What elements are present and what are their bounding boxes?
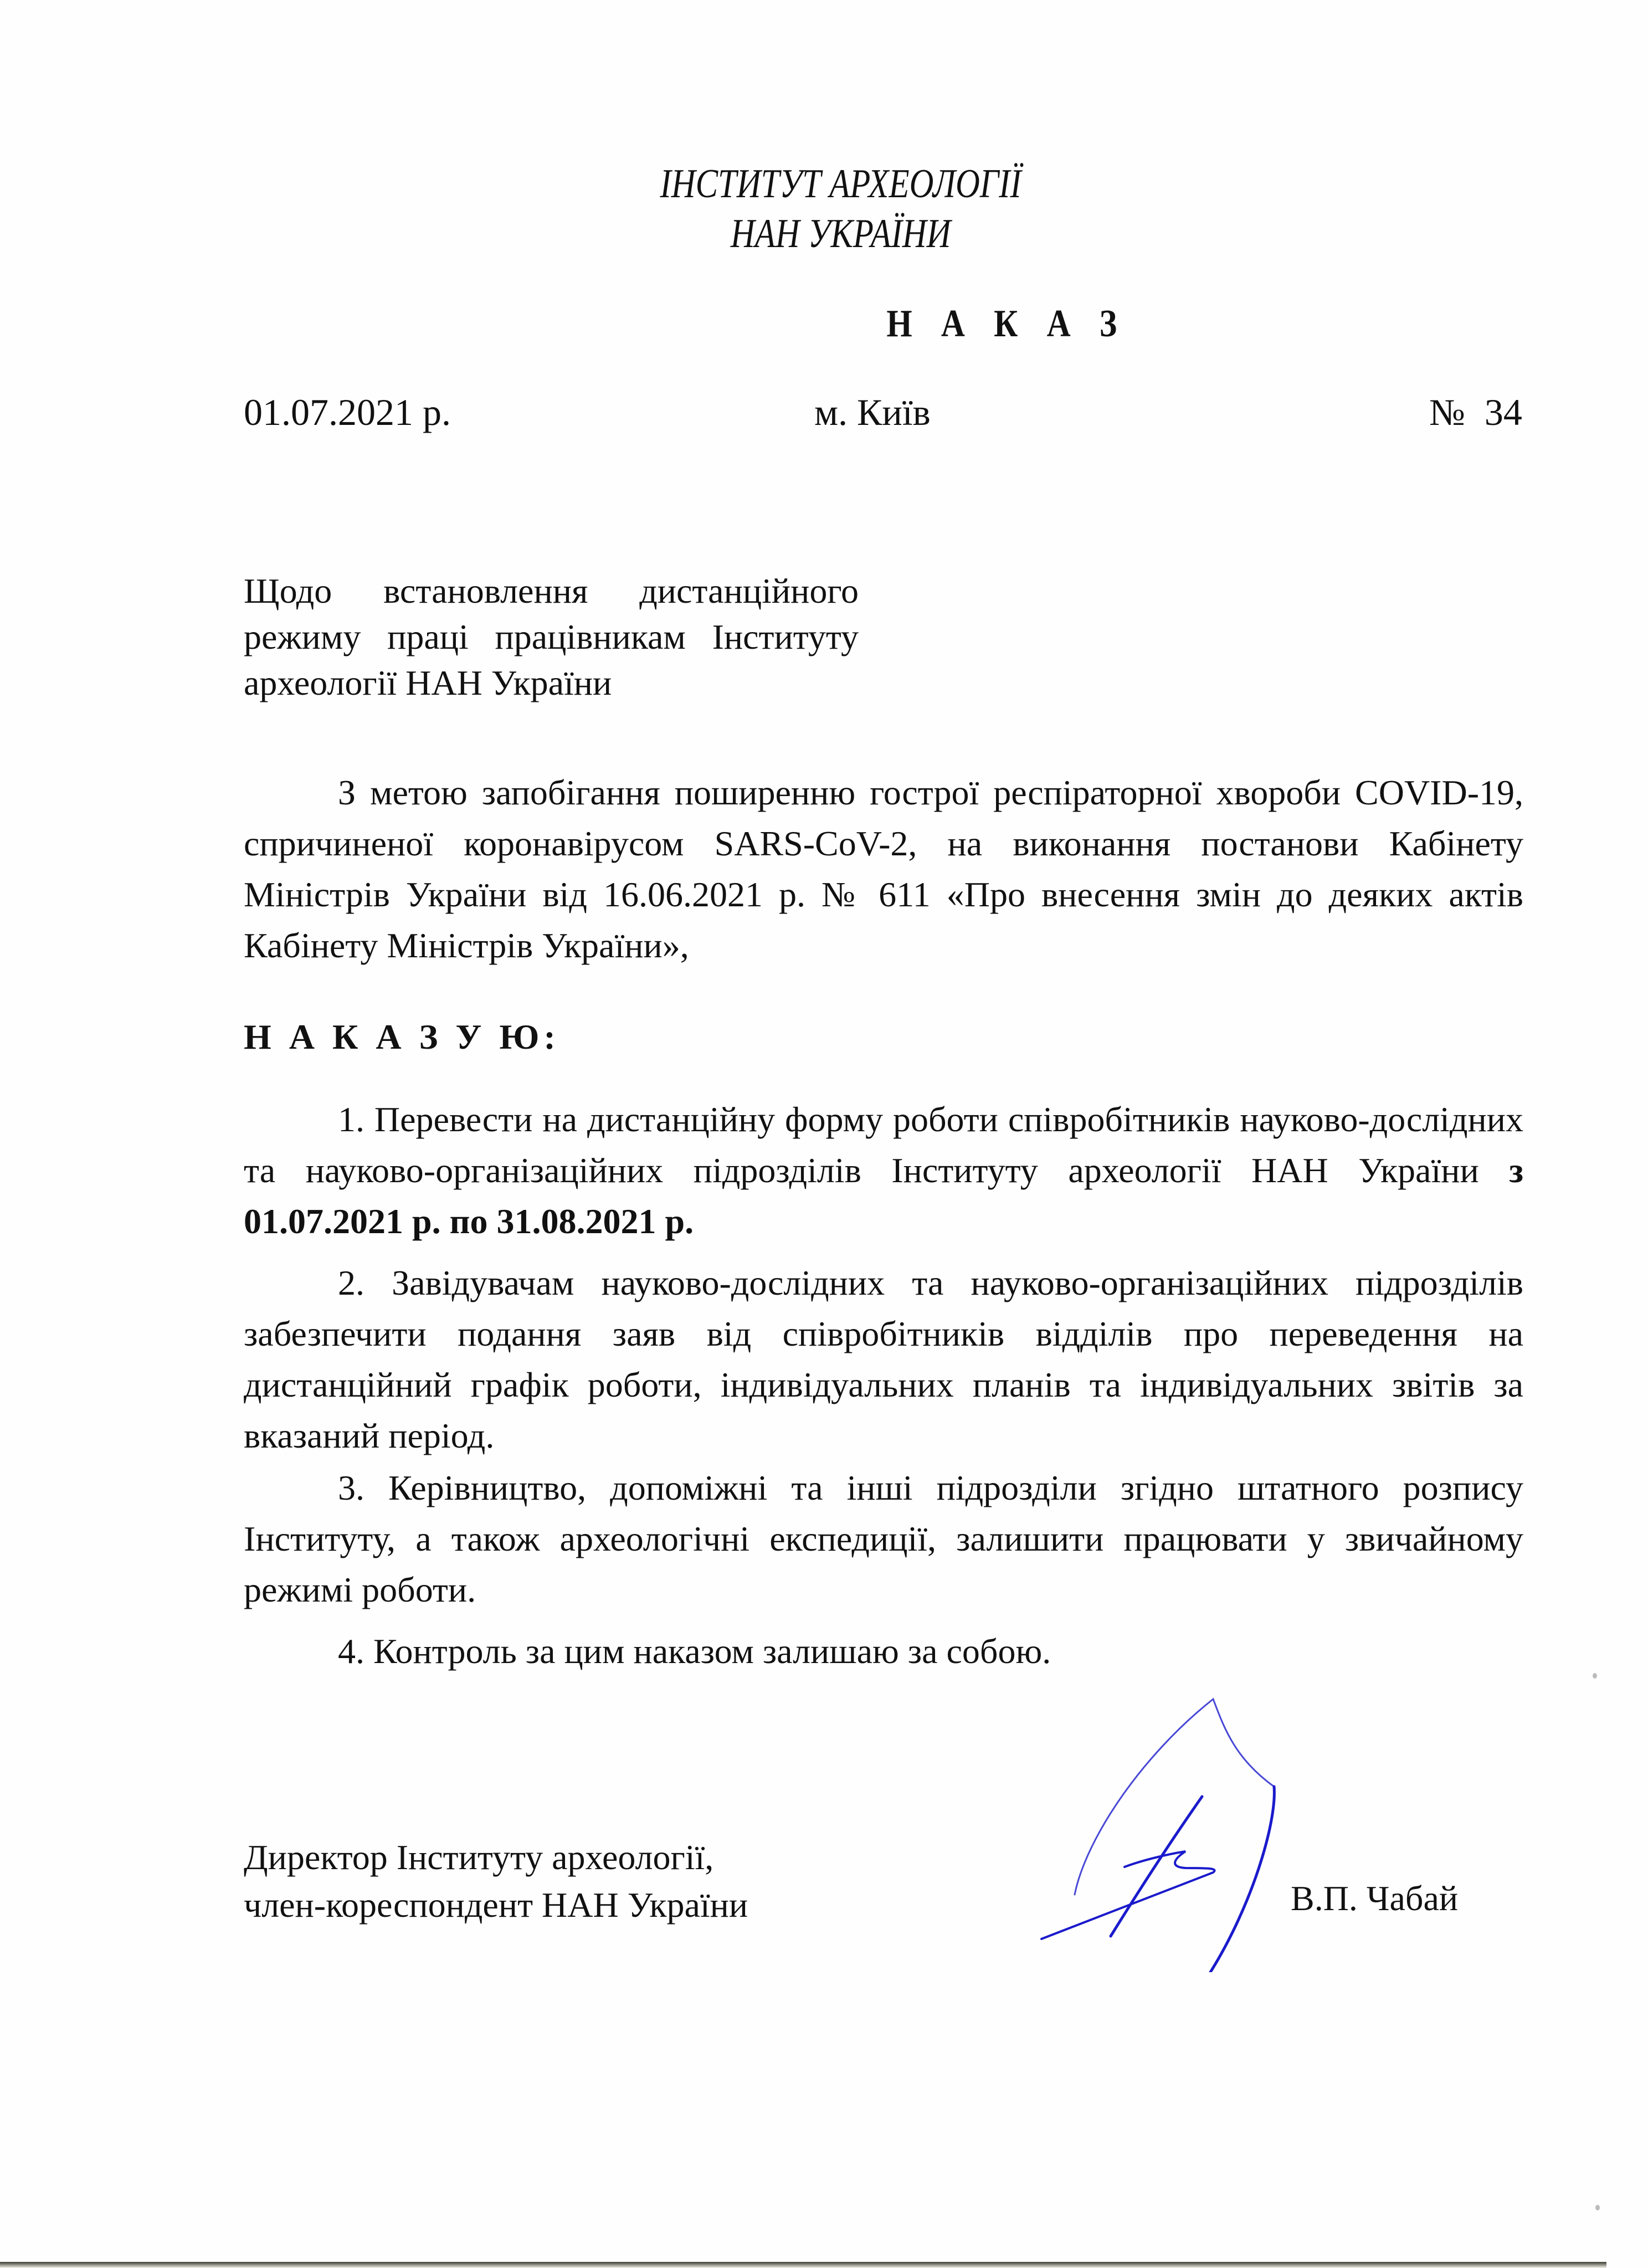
signatory-position-line1: Директор Інституту археології, <box>244 1838 714 1877</box>
signatory-position <box>244 1834 748 1929</box>
order-item-2: 2. Завідувачам науково-дослідних та науково-організаційних підрозділів забезпечити подання заяв від співробітників відділів про переведення на дистанційний графік роботи, індивідуальних планів та індивідуальних звітів за вказаний період. <box>244 1263 1523 1455</box>
document-type-text: Н А К А З <box>886 302 1127 345</box>
order-item-3: 3. Керівництво, допоміжні та інші підрозділи згідно штатного розпису Інституту, а також археологічні експедиції, залишити працювати у звичайному режимі роботи. <box>244 1468 1523 1609</box>
preamble-paragraph: З метою запобігання поширенню гострої респіраторної хвороби COVID-19, спричиненої коронавірусом SARS-CoV-2, на виконання постанови Кабінету Міністрів України від 16.06.2021 р. № 611 «Про внесення змін до деяких актів Кабінету Міністрів України», <box>244 773 1523 965</box>
order-item-1 <box>244 1094 1523 1247</box>
order-item-4: 4. Контроль за цим наказом залишаю за собою. <box>338 1631 1051 1671</box>
order-word-heading: Н А К А З У Ю: <box>244 1017 560 1056</box>
order-item-1-period: з 01.07.2021 р. по 31.08.2021 р. <box>244 1151 1523 1241</box>
order-date: 01.07.2021 р. <box>244 391 451 433</box>
order-number: № 34 <box>1429 391 1522 433</box>
order-item-1-text: 1. Перевести на дистанційну форму роботи співробітників науково-дослідних та науково-організаційних підрозділів Інституту археології НАН України <box>244 1100 1523 1190</box>
scan-bottom-edge <box>0 2262 1606 2268</box>
signature-strokes <box>1041 1699 1274 1972</box>
order-subject: Щодо встановлення дистанційного режиму праці працівникам Інституту археології НАН України <box>244 571 859 702</box>
institute-name-line1: ІНСТИТУТ АРХЕОЛОГІЇ <box>660 161 1021 207</box>
document-type-heading <box>0 302 1648 346</box>
signatory-name: В.П. Чабай <box>1291 1879 1459 1918</box>
signature-stroke-arc <box>1075 1699 1274 1895</box>
handwritten-signature <box>997 1662 1329 1972</box>
scan-speck <box>1593 1673 1597 1679</box>
signature-stroke-loop <box>1041 1851 1215 1939</box>
scan-speck <box>1595 2205 1600 2210</box>
institute-name-line2: НАН УКРАЇНИ <box>730 211 951 256</box>
order-city: м. Київ <box>814 391 931 433</box>
signatory-position-line2: член-кореспондент НАН України <box>244 1885 748 1925</box>
signature-stroke-right <box>1210 1787 1274 1972</box>
